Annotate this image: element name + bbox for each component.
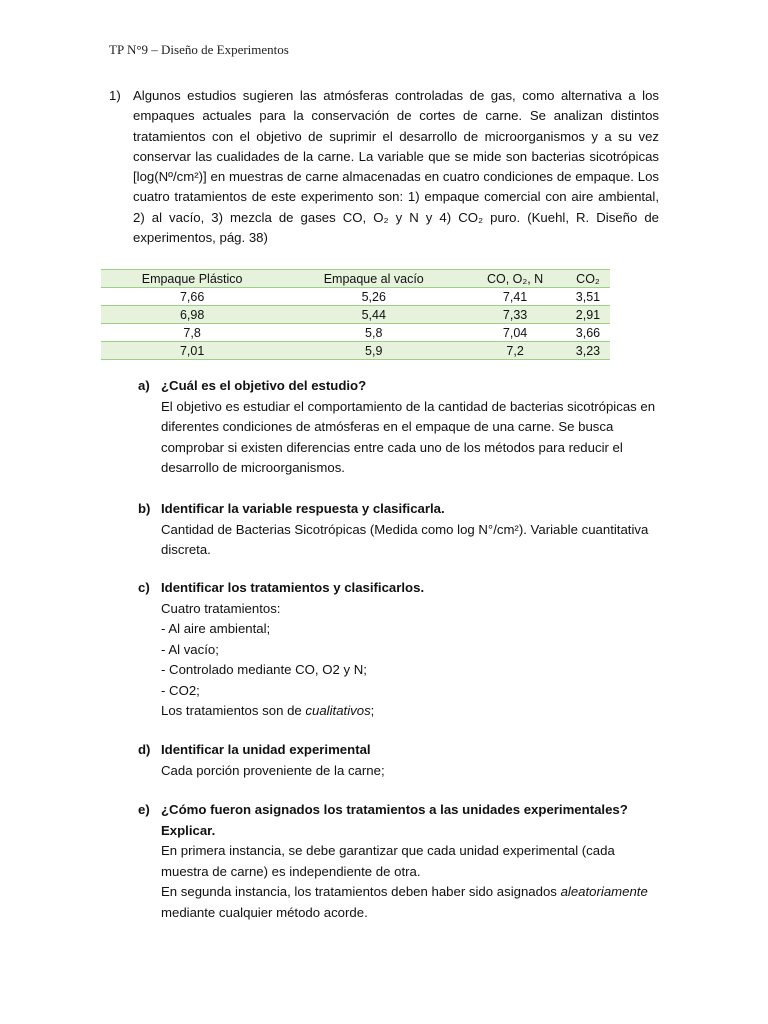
item-e xyxy=(138,800,658,923)
table-row xyxy=(101,342,610,360)
page-header: TP N°9 – Diseño de Experimentos xyxy=(109,42,289,57)
table-cell: 7,8 xyxy=(101,324,283,342)
item-e-paragraph-2-pre: En segunda instancia, los tratamientos deben haber sido asignados xyxy=(161,884,561,899)
item-a-label: a) xyxy=(138,378,150,393)
col-header-empaque-plastico: Empaque Plástico xyxy=(101,270,283,288)
item-a-answer: El objetivo es estudiar el comportamiento de la cantidad de bacterias sicotrópicas en diferentes condiciones de atmósferas en el empaque de una carne. Se busca comprobar si existen diferencias entre cada uno de los métodos para reducir el desarrollo de microorganismos. xyxy=(161,398,656,475)
item-d-label: d) xyxy=(138,742,151,757)
item-c-label: c) xyxy=(138,580,150,595)
item-e-paragraph-1: En primera instancia, se debe garantizar que cada unidad experimental (cada muestra de carne) es independiente de otra. xyxy=(161,843,615,879)
item-d-answer: Cada porción proveniente de la carne; xyxy=(161,762,385,778)
item-e-paragraph-2-italic: aleatoriamente xyxy=(560,884,648,899)
table-row xyxy=(101,324,610,342)
item-e-paragraph-2 xyxy=(161,882,658,923)
table-cell: 7,33 xyxy=(464,306,566,324)
table-row xyxy=(101,306,610,324)
table-cell: 6,98 xyxy=(101,306,283,324)
col-header-co2: CO₂ xyxy=(566,270,610,288)
table-cell: 7,66 xyxy=(101,288,283,306)
item-b xyxy=(138,499,658,561)
table-cell: 3,66 xyxy=(566,324,610,342)
question-1-text: Algunos estudios sugieren las atmósferas controladas de gas, como alternativa a los empaques actuales para la conservación de cortes de carne. Se analizan distintos tratamientos con el objetivo de suprimir el desarrollo de microorganismos y a su vez conservar las cualidades de la carne. La variable que se mide son bacterias sicotrópicas [log(Nº/cm²)] en muestras de carne almacenadas en cuatro condiciones de empaque. Los cuatro tratamientos de este experimento son: 1) empaque comercial con aire ambiental, 2) al vacío, 3) mezcla de gases CO, O₂ y N y 4) CO₂ puro. (Kuehl, R. Diseño de experimentos, pág. 38) xyxy=(133,88,659,246)
col-header-empaque-vacio: Empaque al vacío xyxy=(283,270,464,288)
item-b-question: Identificar la variable respuesta y clasificarla. xyxy=(161,501,445,516)
table-cell: 5,26 xyxy=(283,288,464,306)
question-number: 1) xyxy=(109,88,121,103)
table-cell: 3,23 xyxy=(566,342,610,360)
col-header-co-o2-n: CO, O₂, N xyxy=(464,270,566,288)
table-row xyxy=(101,288,610,306)
item-d xyxy=(138,740,658,781)
item-e-label: e) xyxy=(138,802,150,817)
item-c-question: Identificar los tratamientos y clasificarlos. xyxy=(161,580,425,595)
table-header-row xyxy=(101,270,610,288)
item-a-question: ¿Cuál es el objetivo del estudio? xyxy=(161,378,367,393)
table-cell: 5,8 xyxy=(283,324,464,342)
table-cell: 3,51 xyxy=(566,288,610,306)
table-cell: 5,9 xyxy=(283,342,464,360)
item-c-conclusion-pre: Los tratamientos son de xyxy=(161,703,306,718)
item-c-line: Cuatro tratamientos: xyxy=(161,600,281,616)
table-cell: 7,2 xyxy=(464,342,566,360)
item-c-line: - Al vacío; xyxy=(161,641,219,657)
item-c-line: - Controlado mediante CO, O2 y N; xyxy=(161,662,367,677)
data-table xyxy=(101,269,610,360)
table-cell: 7,41 xyxy=(464,288,566,306)
item-c-line: - Al aire ambiental; xyxy=(161,621,271,636)
item-d-question: Identificar la unidad experimental xyxy=(161,742,371,757)
question-1 xyxy=(109,86,659,248)
item-c-conclusion-italic: cualitativos xyxy=(305,703,371,718)
table-cell: 5,44 xyxy=(283,306,464,324)
item-e-question: ¿Cómo fueron asignados los tratamientos a las unidades experimentales? Explicar. xyxy=(161,802,628,838)
item-a xyxy=(138,376,658,479)
table-cell: 7,04 xyxy=(464,324,566,342)
item-c xyxy=(138,578,658,722)
item-c-conclusion xyxy=(161,701,658,722)
item-c-conclusion-post: ; xyxy=(370,703,375,718)
table-cell: 2,91 xyxy=(566,306,610,324)
item-b-label: b) xyxy=(138,501,151,516)
item-b-answer: Cantidad de Bacterias Sicotrópicas (Medida como log N°/cm²). Variable cuantitativa discreta. xyxy=(161,521,649,557)
table-cell: 7,01 xyxy=(101,342,283,360)
item-c-line: - CO2; xyxy=(161,682,200,698)
item-e-paragraph-2-post: mediante cualquier método acorde. xyxy=(161,904,368,920)
